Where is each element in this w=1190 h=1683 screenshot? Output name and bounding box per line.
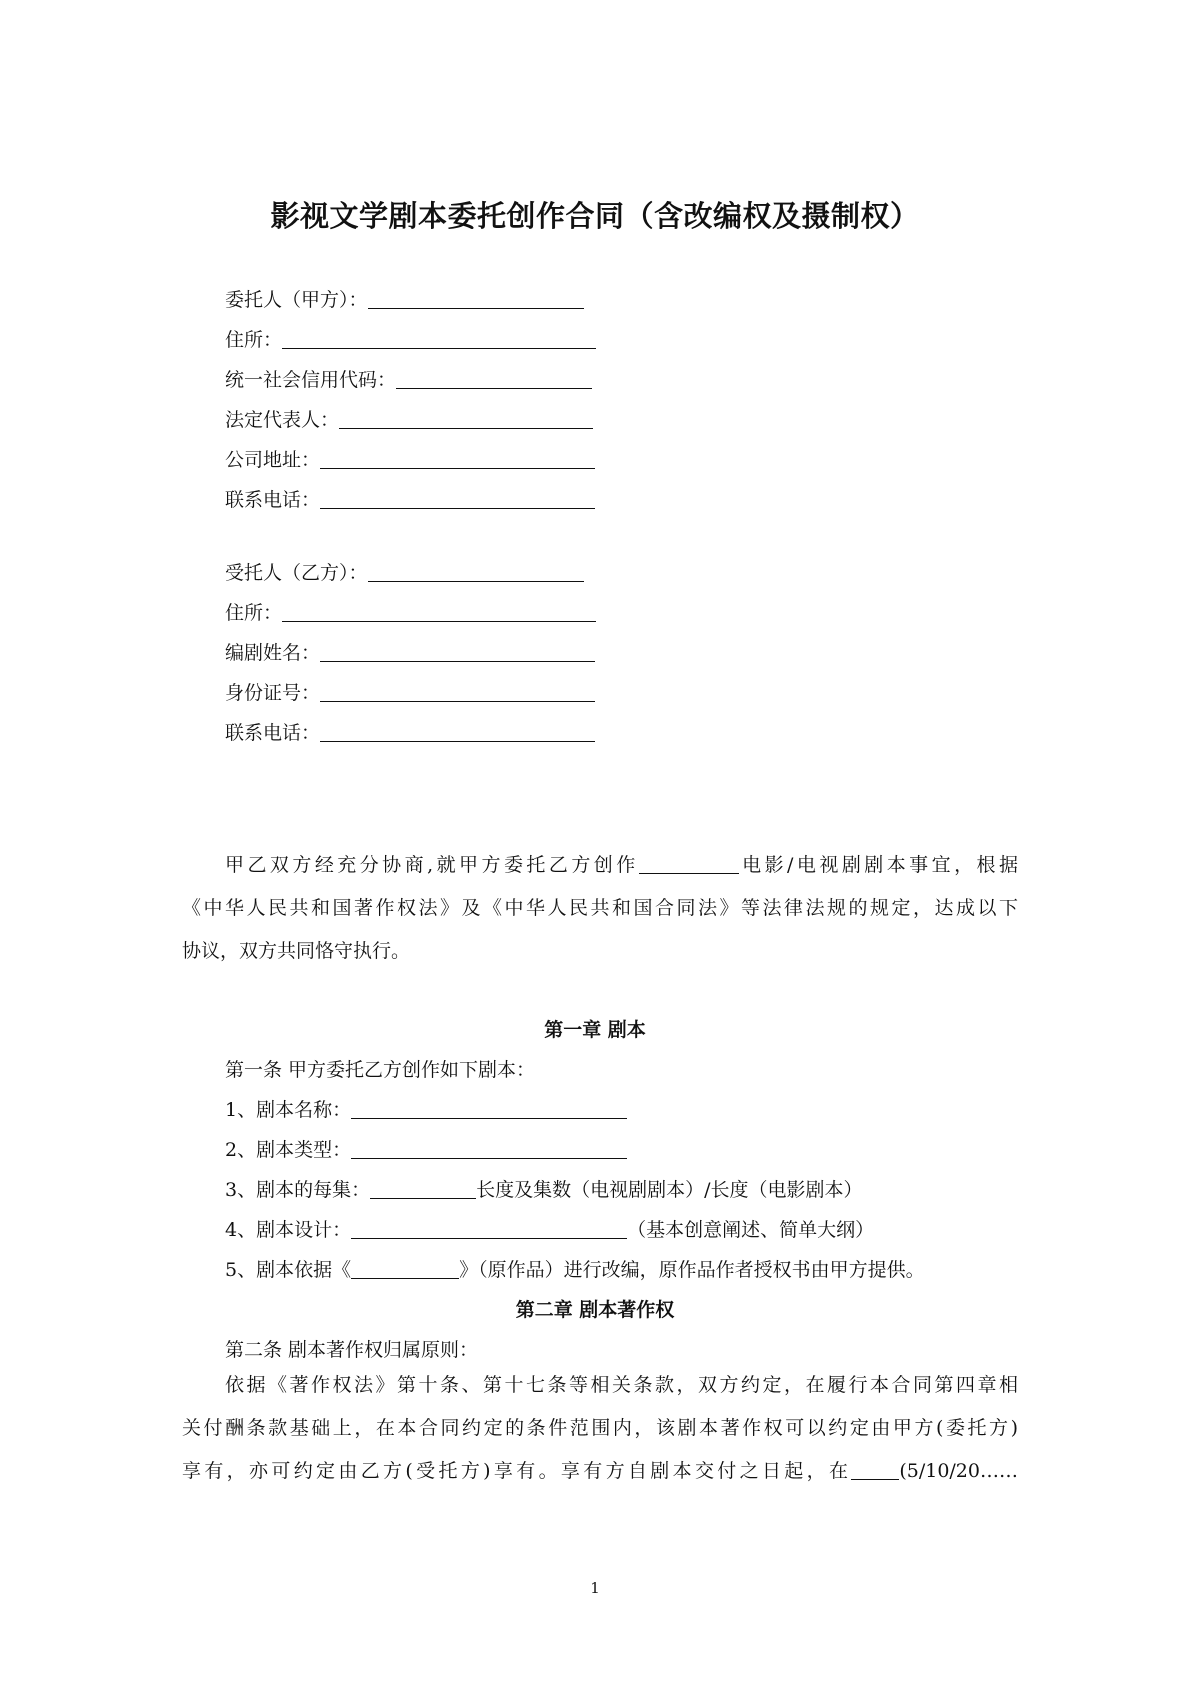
party-a-address-row	[225, 327, 596, 353]
party-b-address-row	[225, 600, 596, 626]
item-5-blank[interactable]	[351, 1258, 459, 1279]
party-b-name-blank[interactable]	[368, 561, 584, 582]
item-5-suffix: 》（原作品）进行改编，原作品作者授权书由甲方提供。	[459, 1259, 925, 1281]
party-a-credit-code-row	[225, 367, 592, 393]
item-5-label: 5、剧本依据《	[225, 1259, 352, 1281]
item-4-blank[interactable]	[351, 1218, 627, 1239]
party-b-phone-row	[225, 720, 595, 746]
party-a-company-address-label: 公司地址：	[225, 449, 321, 471]
article-2-paragraph	[182, 1364, 1018, 1493]
party-b-id-number-row	[225, 680, 595, 706]
party-b-id-number-blank[interactable]	[320, 681, 595, 702]
party-a-credit-code-blank[interactable]	[396, 368, 592, 389]
party-b-name-label: 受托人（乙方）：	[225, 562, 368, 584]
party-b-id-number-label: 身份证号：	[225, 682, 321, 704]
item-2-row	[225, 1137, 627, 1163]
party-b-address-label: 住所：	[225, 602, 283, 624]
preamble-paragraph	[182, 844, 1018, 973]
party-a-phone-row	[225, 487, 595, 513]
chapter-1-heading: 第一章 剧本	[544, 1019, 646, 1041]
party-a-legal-rep-blank[interactable]	[339, 408, 593, 429]
item-1-label: 1、剧本名称：	[225, 1099, 352, 1121]
party-a-name-blank[interactable]	[368, 288, 584, 309]
preamble-line-2: 《中华人民共和国著作权法》及《中华人民共和国合同法》等法律法规的规定，达成以下	[182, 897, 1018, 919]
party-a-address-blank[interactable]	[282, 328, 596, 349]
item-2-label: 2、剧本类型：	[225, 1139, 352, 1161]
party-a-company-address-row	[225, 447, 595, 473]
party-b-writer-name-label: 编剧姓名：	[225, 642, 321, 664]
item-3-row	[225, 1177, 863, 1203]
article-2-line-1: 依据《著作权法》第十条、第十七条等相关条款，双方约定，在履行本合同第四章相	[225, 1374, 1018, 1396]
party-b-name-row	[225, 560, 584, 586]
party-a-name-row	[225, 287, 584, 313]
party-a-company-address-blank[interactable]	[320, 448, 595, 469]
party-a-legal-rep-row	[225, 407, 593, 433]
party-a-phone-blank[interactable]	[320, 488, 595, 509]
preamble-line-1: 甲乙双方经充分协商,就甲方委托乙方创作 电影/电视剧剧本事宜，根据	[225, 854, 1018, 876]
article-2: 第二条 剧本著作权归属原则：	[225, 1339, 479, 1361]
article-2-line-2: 关付酬条款基础上，在本合同约定的条件范围内，该剧本著作权可以约定由甲方(委托方)	[182, 1417, 1018, 1439]
preamble-line-3: 协议，双方共同恪守执行。	[182, 940, 411, 962]
party-b-writer-name-blank[interactable]	[320, 641, 595, 662]
item-1-blank[interactable]	[351, 1098, 627, 1119]
item-3-blank[interactable]	[370, 1178, 476, 1199]
party-b-phone-blank[interactable]	[320, 721, 595, 742]
party-a-address-label: 住所：	[225, 329, 283, 351]
party-a-phone-label: 联系电话：	[225, 489, 321, 511]
term-years-blank[interactable]	[851, 1459, 899, 1480]
item-1-row	[225, 1097, 627, 1123]
item-4-row	[225, 1217, 874, 1243]
document-title: 影视文学剧本委托创作合同（含改编权及摄制权）	[270, 199, 920, 233]
item-3-label: 3、剧本的每集：	[225, 1179, 371, 1201]
party-a-legal-rep-label: 法定代表人：	[225, 409, 340, 431]
party-b-address-blank[interactable]	[282, 601, 596, 622]
item-5-row	[225, 1257, 925, 1283]
article-2-line-3: 享有，亦可约定由乙方(受托方)享有。享有方自剧本交付之日起，在 (5/10/20……	[182, 1460, 1018, 1482]
item-2-blank[interactable]	[351, 1138, 627, 1159]
chapter-2-heading: 第二章 剧本著作权	[515, 1299, 675, 1321]
item-3-suffix: 长度及集数（电视剧剧本）/长度（电影剧本）	[476, 1179, 863, 1201]
party-a-credit-code-label: 统一社会信用代码：	[225, 369, 397, 391]
party-b-phone-label: 联系电话：	[225, 722, 321, 744]
page-number: 1	[590, 1579, 600, 1597]
article-1: 第一条 甲方委托乙方创作如下剧本：	[225, 1059, 536, 1081]
item-4-suffix: （基本创意阐述、简单大纲）	[627, 1219, 875, 1241]
script-title-blank[interactable]	[639, 853, 739, 874]
party-b-writer-name-row	[225, 640, 595, 666]
party-a-name-label: 委托人（甲方）：	[225, 289, 368, 311]
item-4-label: 4、剧本设计：	[225, 1219, 352, 1241]
